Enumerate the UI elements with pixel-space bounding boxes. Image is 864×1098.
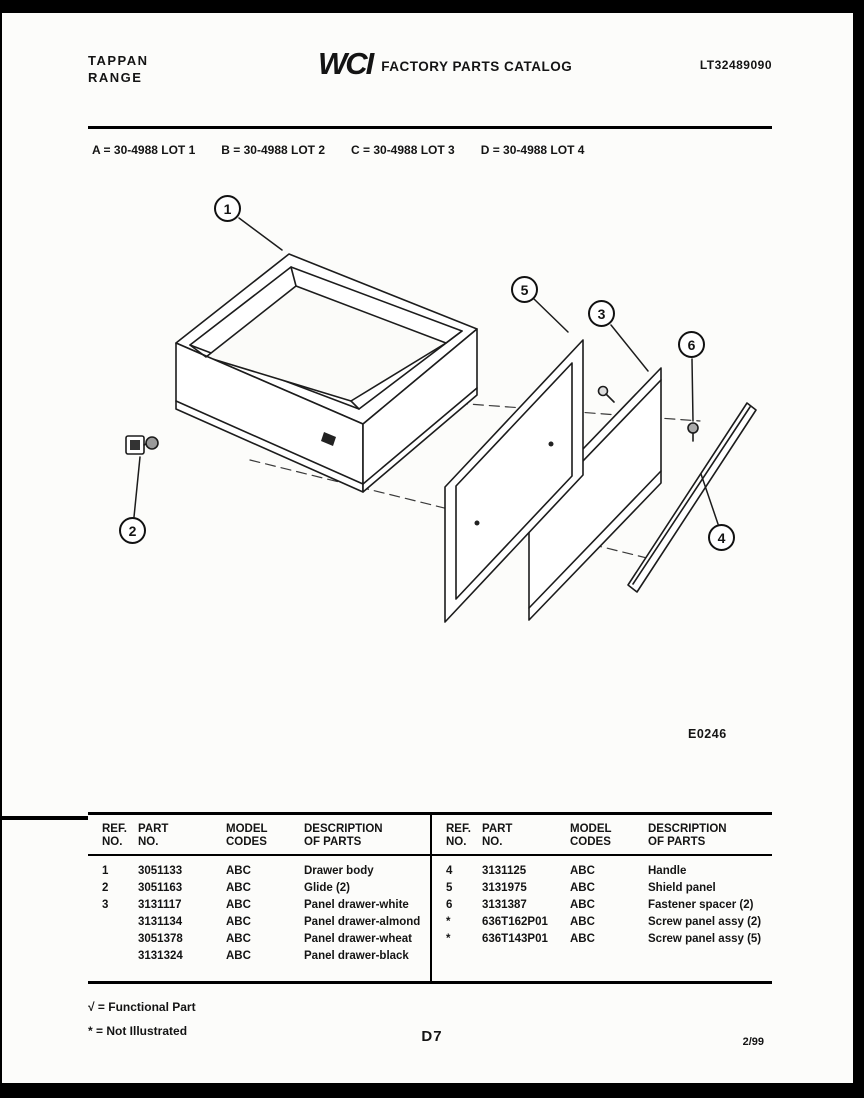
cell-desc: Panel drawer-wheat bbox=[304, 933, 413, 945]
table-row bbox=[88, 948, 430, 965]
cell-desc: Screw panel assy (2) bbox=[648, 916, 762, 928]
table-row bbox=[432, 863, 772, 880]
col-header-desc: DESCRIPTION OF PARTS bbox=[648, 823, 727, 848]
table-row bbox=[432, 897, 772, 914]
cell-codes: ABC bbox=[226, 916, 251, 928]
cell-ref: 3 bbox=[102, 899, 109, 911]
cell-ref: 5 bbox=[446, 882, 453, 894]
cell-codes: ABC bbox=[570, 865, 595, 877]
cell-codes: ABC bbox=[570, 882, 595, 894]
cell-desc: Fastener spacer (2) bbox=[648, 899, 754, 911]
parts-table-left bbox=[88, 815, 430, 981]
cell-ref: 1 bbox=[102, 865, 109, 877]
cell-part: 3051163 bbox=[138, 882, 183, 894]
model-lot-d: D = 30-4988 LOT 4 bbox=[480, 143, 585, 157]
cell-part: 3051378 bbox=[138, 933, 183, 945]
table-row bbox=[432, 914, 772, 931]
col-header-ref: REF. NO. bbox=[102, 823, 127, 848]
table-row bbox=[88, 880, 430, 897]
cell-part: 3131117 bbox=[138, 899, 182, 911]
table-row bbox=[88, 931, 430, 948]
cell-desc: Drawer body bbox=[304, 865, 374, 877]
table-row bbox=[88, 897, 430, 914]
cell-part: 3131975 bbox=[482, 882, 527, 894]
parts-table-right-header bbox=[432, 815, 772, 856]
cell-codes: ABC bbox=[226, 865, 251, 877]
model-lot-c: C = 30-4988 LOT 3 bbox=[351, 143, 455, 157]
col-header-part: PART NO. bbox=[482, 823, 513, 848]
cell-codes: ABC bbox=[570, 933, 595, 945]
cell-part: 3131125 bbox=[482, 865, 527, 877]
model-lot-b: B = 30-4988 LOT 2 bbox=[221, 143, 325, 157]
cell-ref bbox=[88, 948, 138, 965]
cell-part: 3051133 bbox=[138, 865, 183, 877]
cell-codes: ABC bbox=[570, 916, 595, 928]
col-header-desc: DESCRIPTION OF PARTS bbox=[304, 823, 383, 848]
footnote-functional: √ = Functional Part bbox=[88, 1000, 196, 1014]
parts-table bbox=[88, 812, 772, 984]
cell-codes: ABC bbox=[226, 899, 251, 911]
panel-screw-drawing bbox=[599, 387, 615, 403]
table-row bbox=[432, 880, 772, 897]
parts-table-left-header bbox=[88, 815, 430, 856]
cell-part: 3131324 bbox=[138, 950, 183, 962]
diagram-code: E0246 bbox=[688, 727, 727, 741]
cell-desc: Handle bbox=[648, 865, 687, 877]
wci-logo: WCI bbox=[318, 46, 373, 81]
table-row bbox=[432, 931, 772, 948]
callout-6: 6 bbox=[678, 331, 705, 358]
callout-3: 3 bbox=[588, 300, 615, 327]
cell-desc: Panel drawer-white bbox=[304, 899, 409, 911]
col-header-model: MODEL CODES bbox=[226, 823, 268, 848]
callout-4: 4 bbox=[708, 524, 735, 551]
parts-table-right bbox=[430, 815, 772, 981]
glide-drawing bbox=[126, 436, 158, 454]
cell-ref: * bbox=[446, 933, 451, 945]
cell-ref: 4 bbox=[446, 865, 453, 877]
table-row bbox=[88, 863, 430, 880]
col-header-part: PART NO. bbox=[138, 823, 169, 848]
cell-codes: ABC bbox=[226, 950, 251, 962]
callout-5: 5 bbox=[511, 276, 538, 303]
callout-2: 2 bbox=[119, 517, 146, 544]
catalog-title: FACTORY PARTS CATALOG bbox=[381, 59, 573, 74]
cell-part: 3131134 bbox=[138, 916, 183, 928]
cell-ref: 6 bbox=[446, 899, 453, 911]
cell-codes: ABC bbox=[570, 899, 595, 911]
footnote-not-illustrated: * = Not Illustrated bbox=[88, 1024, 188, 1038]
drawer-body-drawing bbox=[176, 254, 477, 492]
brand-line2: RANGE bbox=[88, 70, 143, 85]
fastener-drawing bbox=[688, 423, 698, 441]
date-code: 2/99 bbox=[742, 1036, 764, 1048]
cell-ref: 2 bbox=[102, 882, 109, 894]
col-header-ref: REF. NO. bbox=[446, 823, 471, 848]
cell-ref bbox=[88, 914, 138, 931]
parts-table-right-body bbox=[432, 856, 772, 964]
table-row bbox=[88, 914, 430, 931]
cell-desc: Panel drawer-almond bbox=[304, 916, 421, 928]
model-lot-a: A = 30-4988 LOT 1 bbox=[92, 143, 196, 157]
parts-table-left-body bbox=[88, 856, 430, 981]
cell-codes: ABC bbox=[226, 933, 251, 945]
col-header-model: MODEL CODES bbox=[570, 823, 612, 848]
cell-codes: ABC bbox=[226, 882, 251, 894]
cell-desc: Glide (2) bbox=[304, 882, 351, 894]
page-code: D7 bbox=[421, 1028, 443, 1045]
cell-ref: * bbox=[446, 916, 451, 928]
document-number: LT32489090 bbox=[699, 58, 772, 72]
cell-part: 3131387 bbox=[482, 899, 527, 911]
cell-desc: Shield panel bbox=[648, 882, 716, 894]
cell-part: 636T143P01 bbox=[482, 933, 548, 945]
cell-part: 636T162P01 bbox=[482, 916, 548, 928]
cell-desc: Screw panel assy (5) bbox=[648, 933, 762, 945]
cell-ref bbox=[88, 931, 138, 948]
callout-1: 1 bbox=[214, 195, 241, 222]
brand-line1: TAPPAN bbox=[88, 53, 149, 68]
cell-desc: Panel drawer-black bbox=[304, 950, 409, 962]
